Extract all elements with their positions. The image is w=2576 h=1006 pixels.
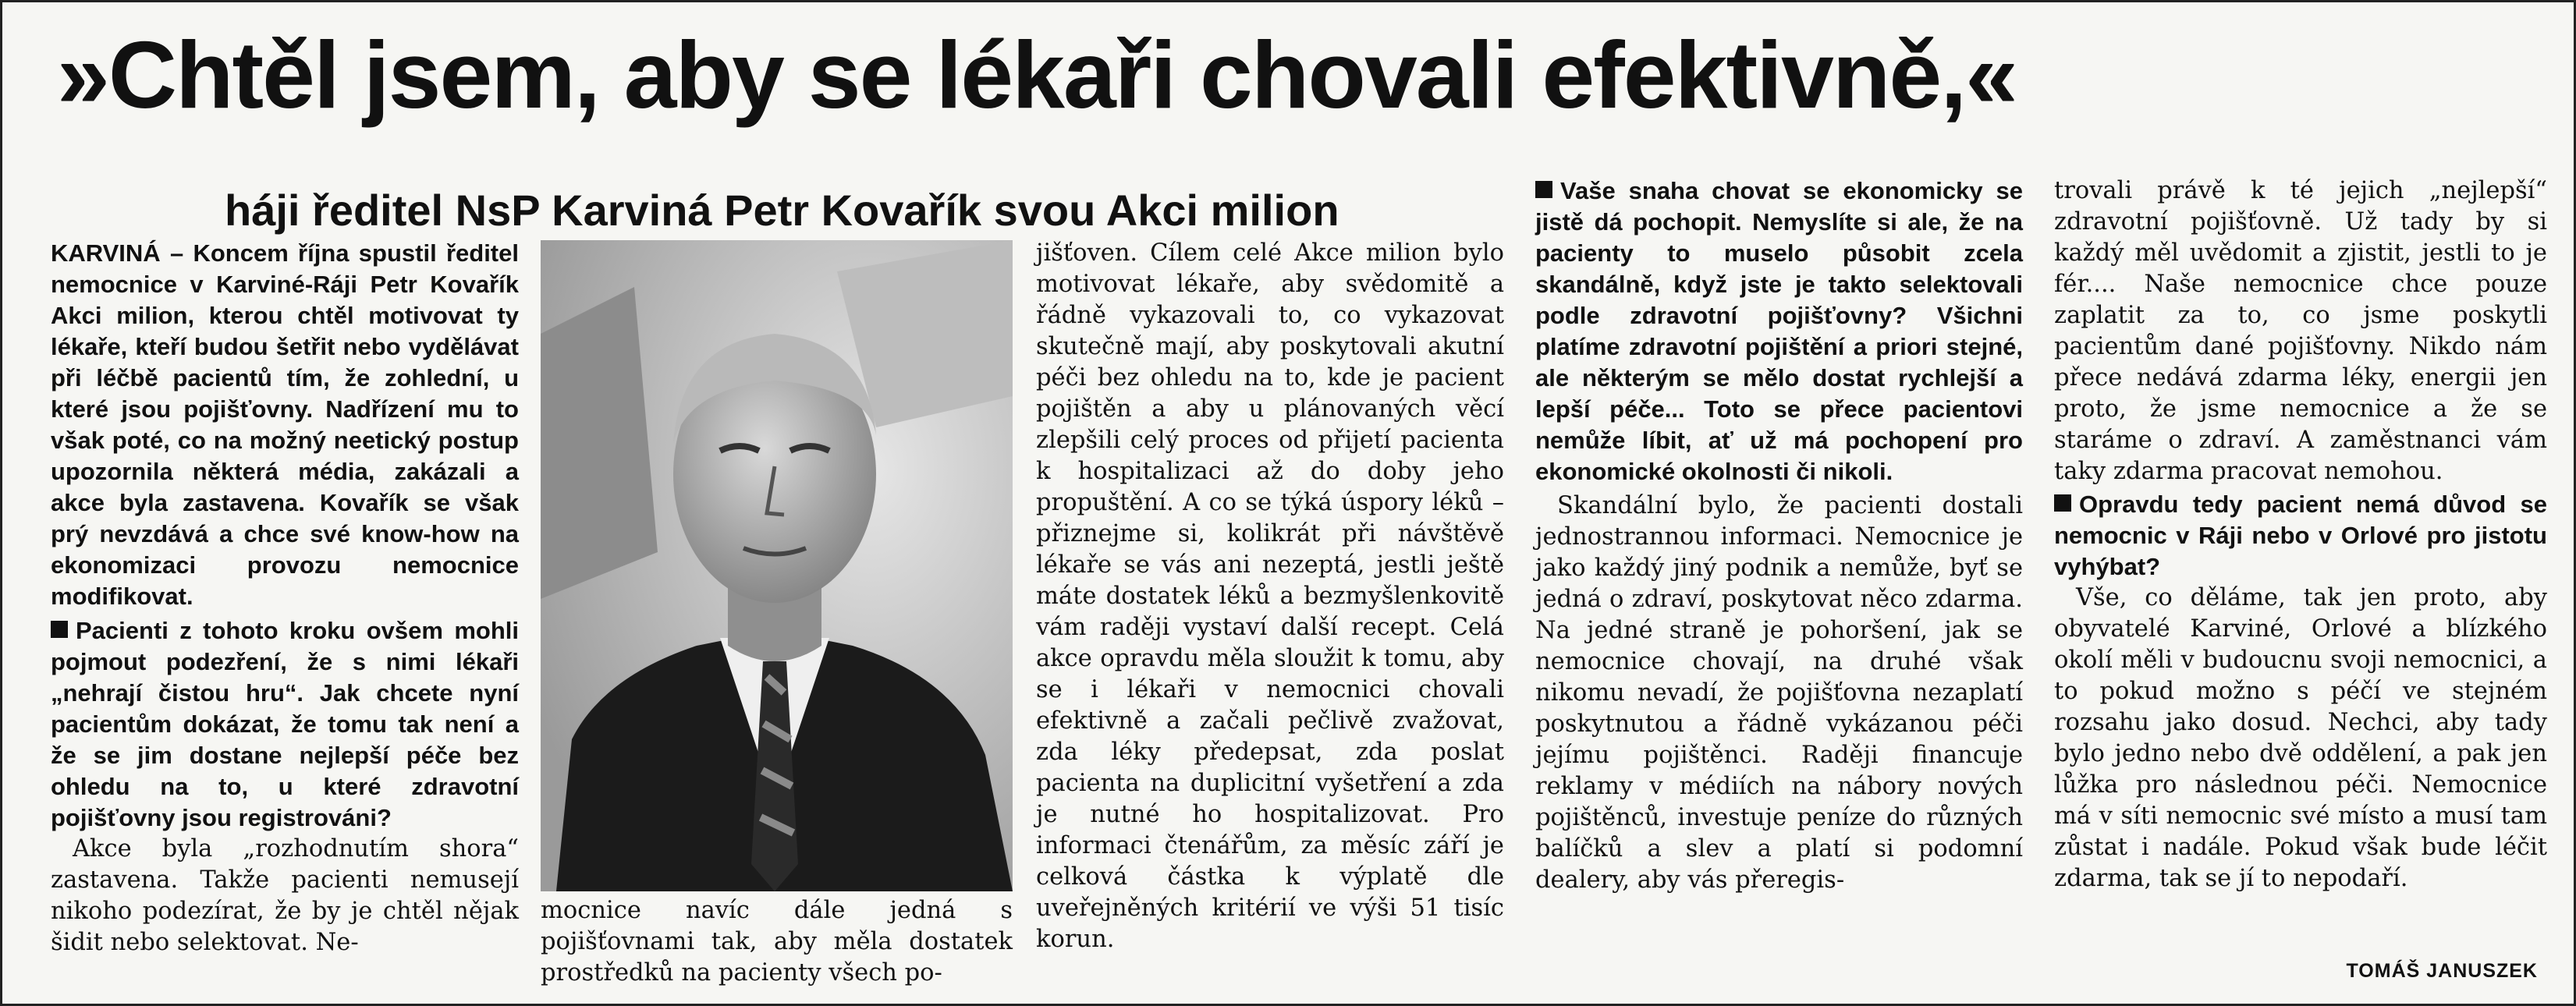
interview-question (1535, 175, 2023, 487)
interview-answer: Akce byla „rozhodnutím shora“ zastavena. Takže pacienti nemusejí nikoho podezírat, že by je chtěl nějak šidit nebo selektovat. Ne- (51, 835, 519, 956)
column-5-text: trovali právě k té jejich „nejlepší“ zdravotní pojišťovně. Už tady by si každý měl uvědomit a zjistit, jestli to je fér.... Naše nemocnice chce pouze zaplatit za to, co jsme poskytli pacientům dané pojišťovny. Nikdo nám přece nedává zdarma léky, energii jen proto, že jsme nemocnice a že se staráme o zdraví. A zaměstnanci vám taky zdarma pracovat nemohou. (2054, 177, 2547, 485)
interview-question (2054, 489, 2547, 583)
column-3 (1036, 238, 1504, 955)
question-text: Opravdu tedy pacient nemá důvod se nemocnic v Ráji nebo v Orlové pro jistotu vyhýbat? (2054, 491, 2547, 580)
subheadline: háji ředitel NsP Karviná Petr Kovařík svou Akci milion (225, 186, 1339, 235)
square-bullet-icon (1535, 181, 1552, 198)
portrait-photo (541, 240, 1013, 891)
headline: »Chtěl jsem, aby se lékaři chovali efektivně,« (57, 22, 2017, 128)
photo-column-text: mocnice navíc dále jedná s pojišťovnami tak, aby měla dostatek prostředků na pacienty všech po- (541, 897, 1013, 987)
column-2-below-photo (541, 895, 1013, 989)
column-4 (1535, 175, 2023, 896)
interview-answer: Skandální bylo, že pacienti dostali jednostrannou informaci. Nemocnice je jako každý jiný podnik a nemůže, byť se jedná o zdraví, poskytovat něco zdarma. Na jedné straně je pohoršení, jak se nemocnice chovají, na druhé však nikomu nevadí, že pojišťovna nezaplatí poskytnutou a řádně vykázanou péči jejímu pojištěnci. Raději financuje reklamy v médiích na nábory nových pojištěnců, investuje peníze do různých balíčků a slev a platí si podomní dealery, aby vás přeregis- (1535, 492, 2023, 894)
column-1 (51, 238, 519, 958)
portrait-image (541, 240, 1013, 891)
question-text: Vaše snaha chovat se ekonomicky se jistě dá pochopit. Nemyslíte si ale, že na pacienty to muselo působit zcela skandálně, když jste je takto selektovali podle zdravotní pojišťovny? Všichni platíme zdravotní pojištění a priori stejné, ale některým se mělo dostat rychlejší a lepší péče... Toto se přece pacientovi nemůže líbit, ať už má pochopení pro ekonomické okolnosti či nikoli. (1535, 177, 2023, 485)
question-text: Pacienti z tohoto kroku ovšem mohli pojmout podezření, že s nimi lékaři „nehrají čistou hru“. Jak chcete nyní pacientům dokázat, že tomu tak není a že se jim dostane nejlepší péče bez ohledu na to, u které zdravotní pojišťovny jsou registrováni? (51, 617, 519, 831)
interview-question (51, 615, 519, 834)
square-bullet-icon (2054, 494, 2071, 512)
interview-answer: Vše, co děláme, tak jen proto, aby obyvatelé Karviné, Orlové a blízkého okolí měli v budoucnu svoji nemocnici, a to pokud možno s péčí ve stejném rozsahu jako dosud. Nechci, aby tady bylo jedno nebo dvě oddělení, a pak jen lůžka pro následnou péči. Nemocnice má v síti nemocnic své místo a musí tam zůstat i nadále. Pokud však bude léčit zdarma, tak se jí to nepodaří. (2054, 584, 2547, 892)
column-5 (2054, 175, 2547, 894)
lead-paragraph: KARVINÁ – Koncem října spustil ředitel nemocnice v Karviné-Ráji Petr Kovařík Akci milion, kterou chtěl motivovat ty lékaře, kteří budou šetřit nebo vydělávat při léčbě pacientů tím, že zohlední, u které jsou pojišťovny. Nadřízení mu to však poté, co na možný neetický postup upozornila některá média, zakázali a akce byla zastavena. Kovařík se však prý nevzdává a chce své know-how na ekonomizaci provozu nemocnice modifikovat. (51, 239, 519, 610)
author-byline: TOMÁŠ JANUSZEK (2346, 960, 2538, 982)
square-bullet-icon (51, 621, 68, 638)
column-3-text: jišťoven. Cílem celé Akce milion bylo motivovat lékaře, aby svědomitě a řádně vykazovali to, co vykazovat skutečně mají, aby poskytovali akutní péči bez ohledu na to, kde je pacient pojištěn a aby u plánovaných věcí zlepšili celý proces od přijetí pacienta k hospitalizaci až do doby jeho propuštění. A co se týká úspory léků – přiznejme si, kolikrát při návštěvě lékaře se vás ani nezeptá, jestli ještě máte dostatek léků a bezmyšlenkovitě vám raději vystaví další recept. Celá akce opravdu měla sloužit k tomu, aby se i lékaři v nemocnici chovali efektivně a začali pečlivě zvažovat, zda léky předepsat, zda poslat pacienta na duplicitní vyšetření a zda je nutné ho hospitalizovat. Pro informaci čtenářům, za měsíc září je celková částka k výplatě dle uveřejněných kritérií ve výši 51 tisíc korun. (1036, 239, 1504, 953)
